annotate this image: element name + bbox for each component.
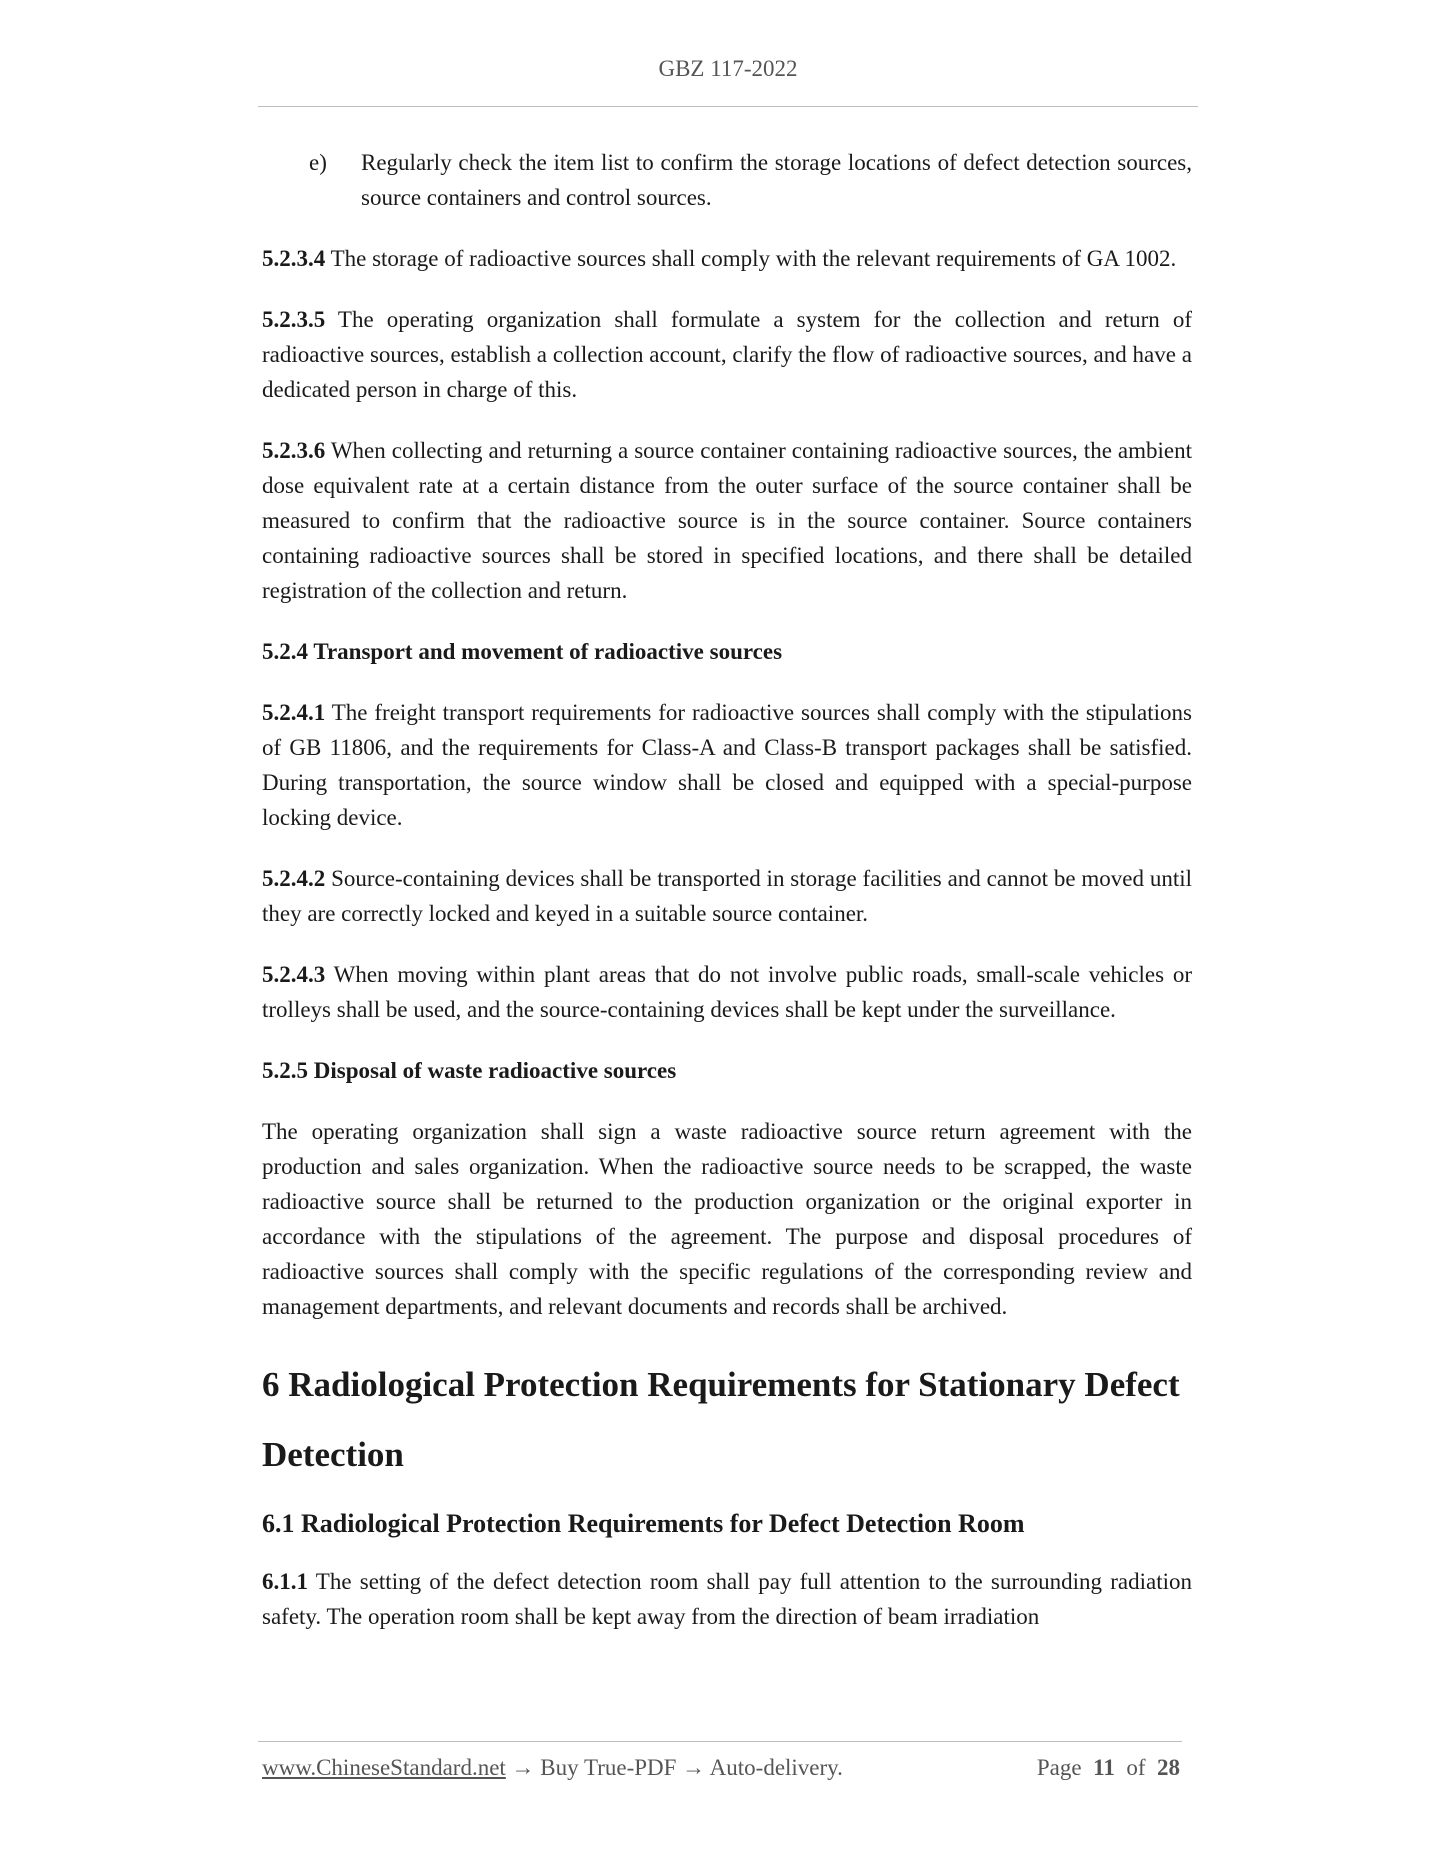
page-footer — [262, 1755, 1180, 1781]
clause-number: 5.2.4.1 — [262, 700, 326, 725]
clause-text: The operating organization shall formulate a system for the collection and return of radioactive sources, establish a collection account, clarify the flow of radioactive sources, and have a dedicated person in charge of this. — [262, 307, 1192, 402]
clause-5-2-3-4 — [262, 241, 1192, 276]
document-body — [262, 145, 1192, 1634]
total-pages: 28 — [1157, 1755, 1180, 1780]
clause-text: The setting of the defect detection room shall pay full attention to the surrounding radiation safety. The operation room shall be kept away from the direction of beam irradiation — [262, 1569, 1192, 1629]
heading-5-2-5: 5.2.5 Disposal of waste radioactive sources — [262, 1058, 677, 1083]
clause-5-2-3-6 — [262, 433, 1192, 608]
clause-5-2-4-3 — [262, 957, 1192, 1027]
footer-left — [262, 1755, 843, 1781]
clause-number: 5.2.3.4 — [262, 246, 326, 271]
heading-5-2-4: 5.2.4 Transport and movement of radioactive sources — [262, 639, 783, 664]
heading-section-6: 6 Radiological Protection Requirements for Stationary Defect Detection — [262, 1365, 1180, 1474]
clause-text: When moving within plant areas that do not involve public roads, small-scale vehicles or trolleys shall be used, and the source-containing devices shall be kept under the surveillance. — [262, 962, 1192, 1022]
clause-number: 5.2.4.3 — [262, 962, 326, 987]
list-marker: e) — [309, 150, 327, 175]
list-item-e — [309, 145, 1192, 215]
current-page: 11 — [1093, 1755, 1115, 1780]
clause-number: 5.2.4.2 — [262, 866, 326, 891]
page-indicator: Page 11 of 28 — [1036, 1755, 1180, 1780]
clause-6-1-1 — [262, 1564, 1192, 1634]
clause-text: When collecting and returning a source container containing radioactive sources, the ambient dose equivalent rate at a certain distance from the outer surface of the source container shall be measured to confirm that the radioactive source is in the source container. Source containers containing radioactive sources shall be stored in specified locations, and there shall be detailed registration of the collection and return. — [262, 438, 1192, 603]
footer-rule — [258, 1741, 1182, 1742]
website-link[interactable]: www.ChineseStandard.net — [262, 1755, 506, 1780]
clause-5-2-3-5 — [262, 302, 1192, 407]
paragraph-5-2-5: The operating organization shall sign a waste radioactive source return agreement with the production and sales organization. When the radioactive source needs to be scrapped, the waste radioactive source shall be returned to the production organization or the original exporter in accordance with the stipulations of the agreement. The purpose and disposal procedures of radioactive sources shall comply with the specific regulations of the corresponding review and management departments, and relevant documents and records shall be archived. — [262, 1119, 1192, 1319]
clause-text: The freight transport requirements for radioactive sources shall comply with the stipulations of GB 11806, and the requirements for Class-A and Class-B transport packages shall be satisfied. During transportation, the source window shall be closed and equipped with a special-purpose locking device. — [262, 700, 1192, 830]
clause-text: The storage of radioactive sources shall comply with the relevant requirements of GA 1002. — [325, 246, 1177, 271]
page-header: GBZ 117-2022 — [658, 56, 798, 81]
heading-6-1: 6.1 Radiological Protection Requirements for Defect Detection Room — [262, 1509, 1025, 1538]
clause-number: 5.2.3.5 — [262, 307, 326, 332]
list-item-text: Regularly check the item list to confirm the storage locations of defect detection sources, source containers and control sources. — [361, 150, 1192, 210]
header-rule — [258, 106, 1198, 107]
clause-number: 5.2.3.6 — [262, 438, 326, 463]
clause-5-2-4-2 — [262, 861, 1192, 931]
clause-5-2-4-1 — [262, 695, 1192, 835]
clause-number: 6.1.1 — [262, 1569, 308, 1594]
clause-text: Source-containing devices shall be transported in storage facilities and cannot be moved until they are correctly locked and keyed in a suitable source container. — [262, 866, 1192, 926]
footer-tagline: → Buy True-PDF → Auto-delivery. — [505, 1755, 843, 1780]
